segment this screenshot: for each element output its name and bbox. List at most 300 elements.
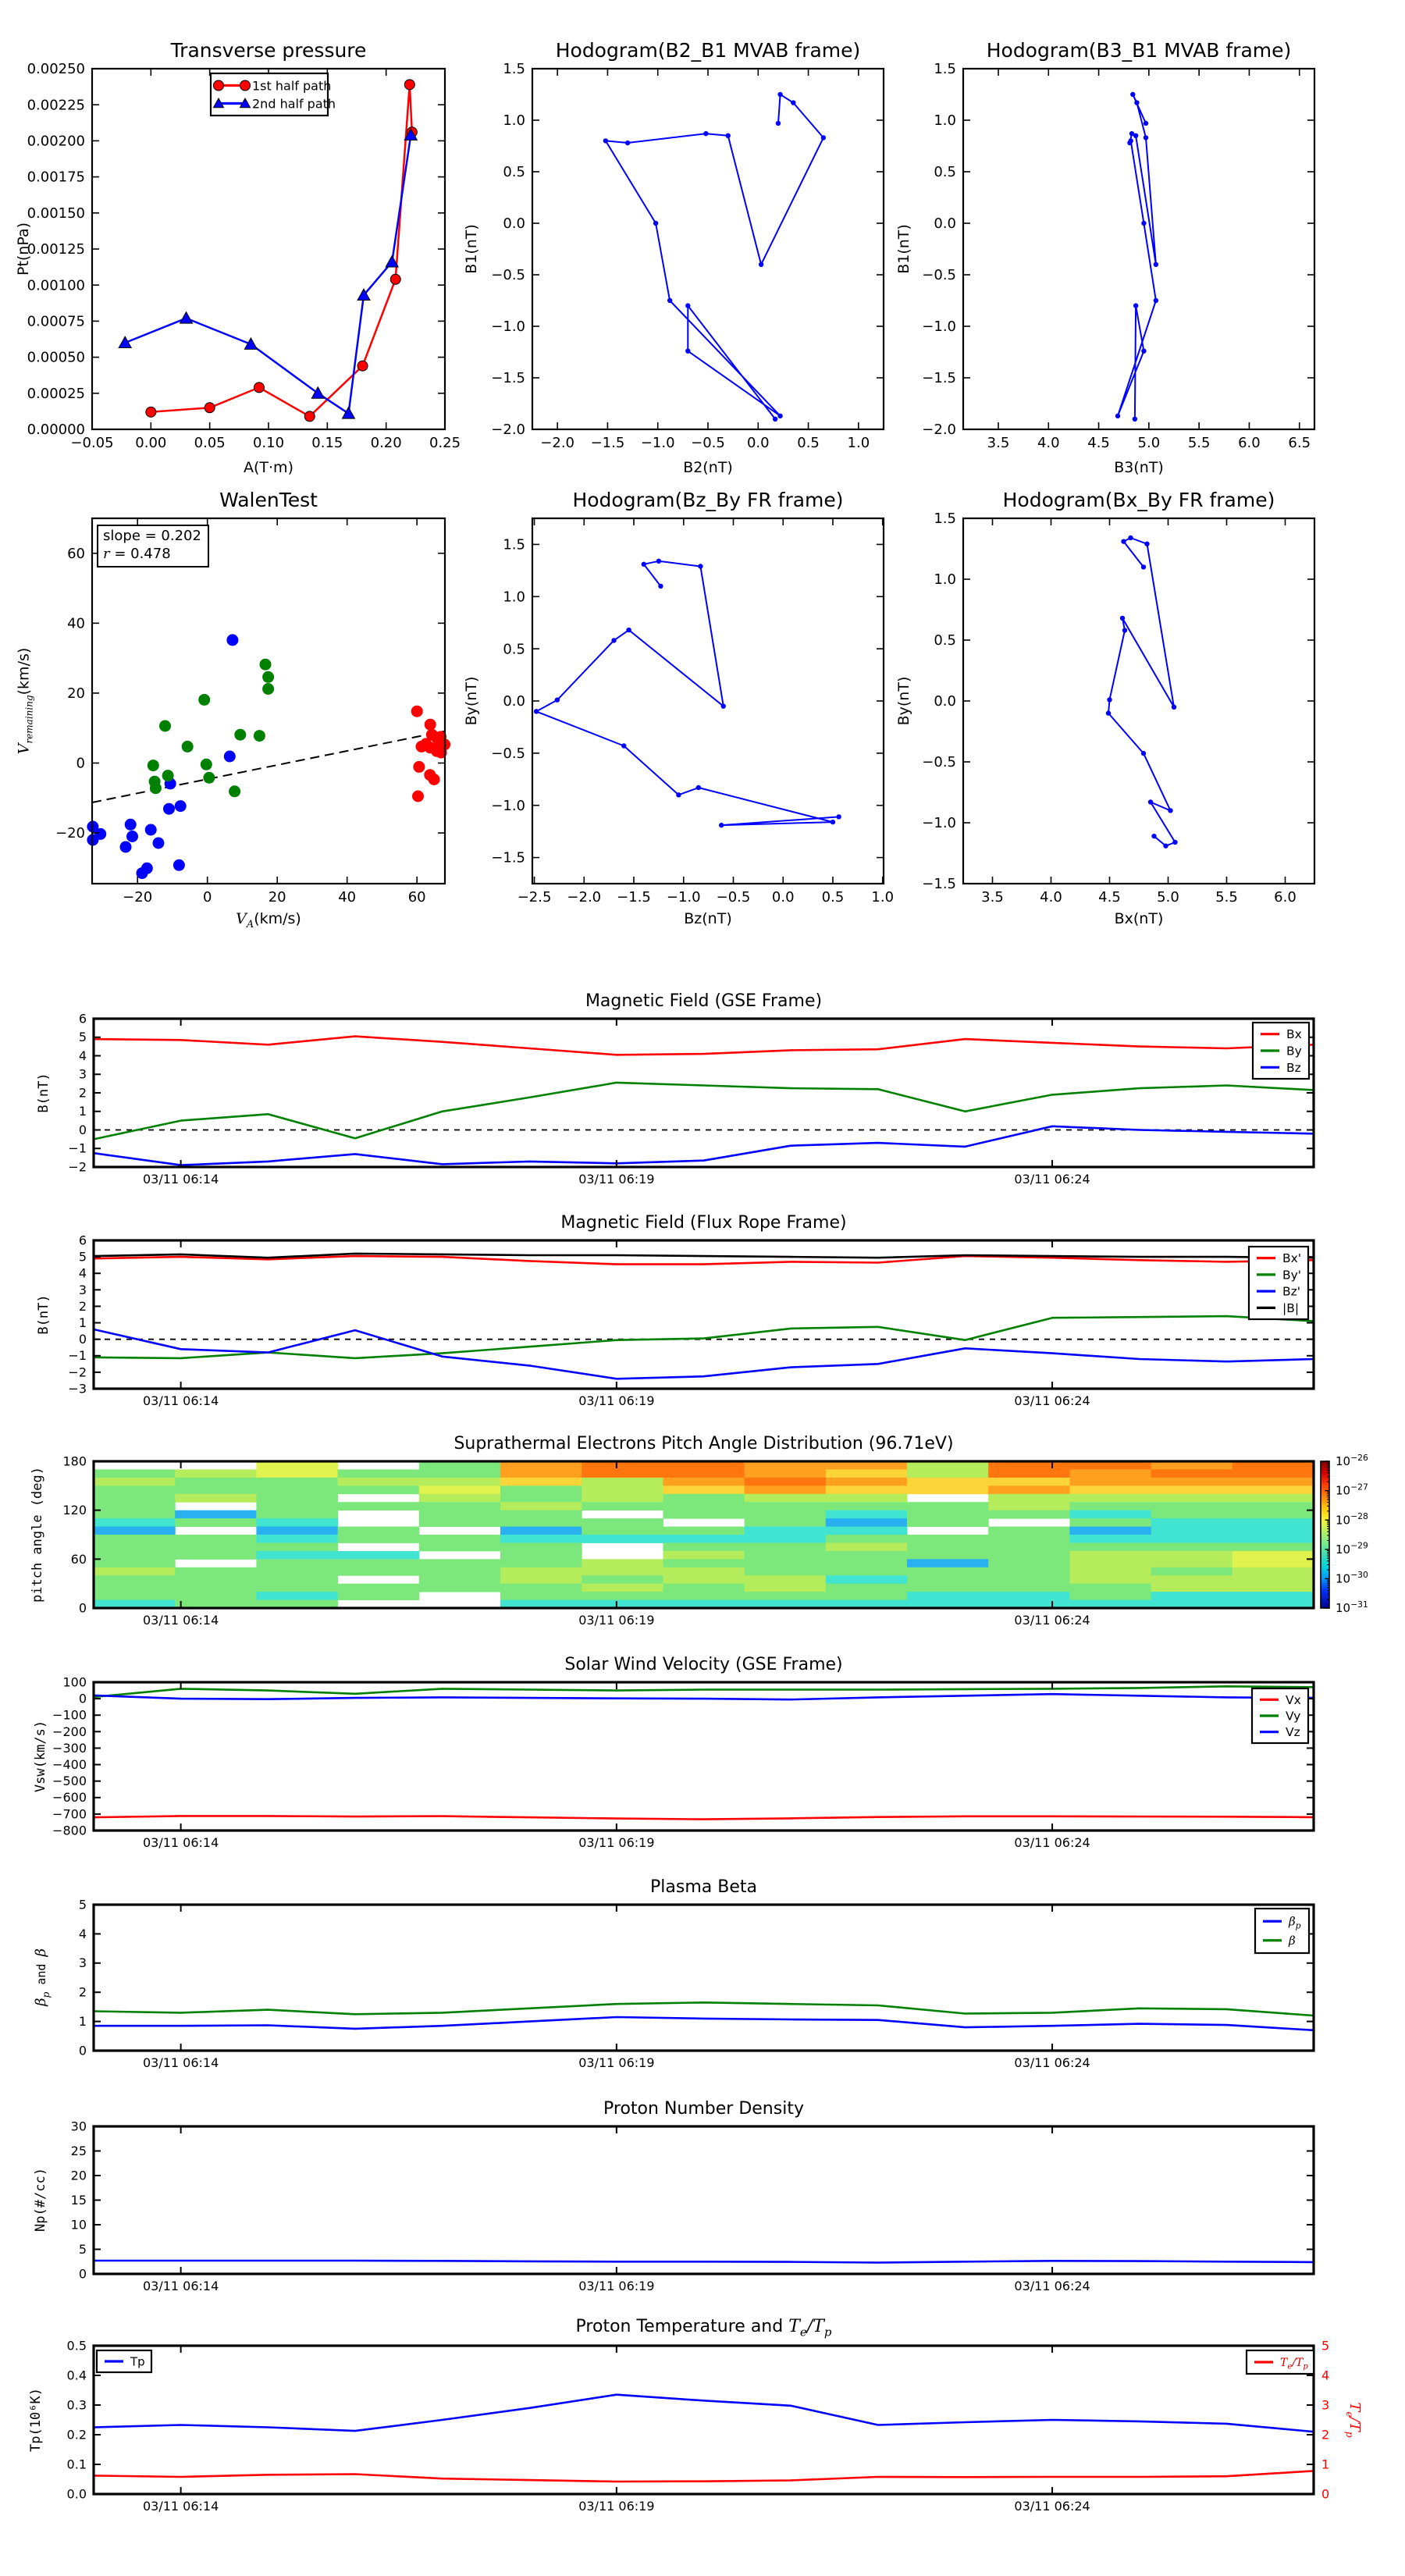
ylabel-mag-fr: B(nT) <box>36 1294 52 1335</box>
heat-cell <box>256 1478 338 1486</box>
heat-cell <box>500 1485 582 1494</box>
heat-cell <box>256 1485 338 1494</box>
colorbar-label: $10^{-27}$ <box>1336 1482 1368 1498</box>
y-tick-label: −1.5 <box>922 370 956 387</box>
heat-cell <box>826 1469 908 1478</box>
heat-cell <box>94 1494 176 1503</box>
y-tick-label: 6 <box>78 1233 87 1248</box>
dot-marker <box>653 221 658 226</box>
y-tick-label: 5 <box>78 1030 87 1045</box>
scatter-point <box>425 719 436 731</box>
heat-cell <box>256 1461 338 1470</box>
y-tick-label: −100 <box>52 1707 87 1723</box>
dot-marker <box>1115 414 1120 418</box>
heat-cell <box>338 1559 420 1567</box>
pitch-angle-plot <box>62 1453 1368 1628</box>
x-tick-label: 0.10 <box>252 434 285 451</box>
heat-cell <box>826 1575 908 1584</box>
heat-cell <box>1151 1494 1233 1503</box>
axes-frame <box>94 1019 1314 1167</box>
x-tick-label: 03/11 06:14 <box>142 2279 219 2294</box>
scatter-point <box>429 774 440 785</box>
y-tick-label: 6 <box>78 1011 87 1026</box>
heat-cell <box>338 1567 420 1576</box>
heat-cell <box>907 1551 989 1560</box>
y-tick-label: −0.5 <box>491 267 525 284</box>
dot-marker <box>626 628 631 632</box>
heat-cell <box>175 1551 257 1560</box>
dot-marker <box>1172 840 1177 845</box>
heatmap-cells <box>94 1461 1314 1609</box>
heat-cell <box>500 1559 582 1567</box>
title-walen-test: WalenTest <box>219 489 318 511</box>
scatter-point <box>125 819 137 831</box>
y-tick-label-right: 3 <box>1321 2397 1330 2413</box>
ylabel-transverse: Pt(nPa) <box>15 222 32 276</box>
y-tick-label: −1.5 <box>491 370 525 387</box>
heat-cell <box>94 1559 176 1567</box>
title-hodogram-bz-by: Hodogram(Bz_By FR frame) <box>572 489 844 511</box>
y-tick-label: 0.00000 <box>27 422 85 439</box>
B-mag-line <box>94 1254 1314 1258</box>
heat-cell <box>1151 1542 1233 1551</box>
scatter-point <box>203 772 215 784</box>
heat-cell <box>256 1559 338 1567</box>
heat-cell <box>500 1494 582 1503</box>
y-tick-label: 3 <box>78 1066 87 1082</box>
heat-cell <box>500 1469 582 1478</box>
y-tick-label: 0.5 <box>503 641 525 658</box>
x-tick-label: −1.0 <box>640 434 675 451</box>
scatter-point <box>254 730 265 742</box>
scatter-point <box>262 683 274 695</box>
dot-marker <box>1122 628 1127 632</box>
heat-cell <box>988 1469 1070 1478</box>
x-tick-label: 03/11 06:19 <box>578 2055 655 2071</box>
heat-cell <box>338 1485 420 1494</box>
x-tick-label: 40 <box>338 888 357 906</box>
heat-cell <box>663 1461 745 1470</box>
ylabel-by-left: By(nT) <box>463 676 480 726</box>
legend-label: 1st half path <box>252 78 332 94</box>
x-tick-label: 0 <box>202 888 212 906</box>
y-tick-label: −1.0 <box>922 318 956 336</box>
bz-by-path-series <box>534 559 841 828</box>
x-tick-label: 4.5 <box>1098 888 1121 906</box>
By-line <box>94 1083 1314 1140</box>
x-tick-label: 03/11 06:24 <box>1014 1835 1090 1851</box>
heat-cell <box>94 1485 176 1494</box>
y-tick-label: 0.4 <box>66 2368 87 2383</box>
dot-marker <box>1151 834 1156 838</box>
heat-cell <box>419 1584 501 1592</box>
heat-cell <box>988 1559 1070 1567</box>
dot-marker <box>685 303 690 308</box>
triangle-marker <box>342 407 354 418</box>
heat-cell <box>907 1510 989 1519</box>
y-tick-label: 0 <box>78 2043 87 2058</box>
y-tick-label: 0.00125 <box>27 241 85 258</box>
y-tick-label-right: 1 <box>1321 2457 1330 2472</box>
x-tick-label: −20 <box>123 888 153 906</box>
x-tick-label: 60 <box>407 888 426 906</box>
scatter-point <box>145 824 157 836</box>
axes-frame <box>94 1682 1314 1831</box>
heat-cell <box>663 1584 745 1592</box>
title-proton-density: Proton Number Density <box>603 2099 804 2119</box>
dot-marker <box>1128 535 1133 540</box>
dot-marker <box>759 262 763 267</box>
x-tick-label: 0.0 <box>771 888 795 906</box>
dot-marker <box>1121 539 1126 543</box>
legend <box>97 2350 151 2372</box>
ylabel-walen: $V_{remaining}(km/s)$ <box>15 647 35 755</box>
heat-cell <box>907 1535 989 1543</box>
x-tick-label: 03/11 06:19 <box>578 1393 655 1409</box>
x-tick-label: 03/11 06:24 <box>1014 1172 1090 1187</box>
heat-cell <box>663 1567 745 1576</box>
x-tick-label: 5.5 <box>1187 434 1211 451</box>
scatter-point <box>150 782 162 794</box>
heat-cell <box>663 1575 745 1584</box>
heat-cell <box>500 1478 582 1486</box>
x-tick-label: 0.5 <box>821 888 845 906</box>
heat-cell <box>1151 1478 1233 1486</box>
heat-cell <box>94 1518 176 1527</box>
heat-cell <box>256 1542 338 1551</box>
y-tick-label: 1.0 <box>503 112 525 130</box>
solar-wind-plot <box>52 1674 1314 1850</box>
heat-cell <box>419 1535 501 1543</box>
heat-cell <box>338 1478 420 1486</box>
dot-marker <box>836 814 841 819</box>
y-tick-label: 0.1 <box>66 2457 87 2472</box>
y-tick-label: −0.5 <box>922 754 956 771</box>
ylabel-mag-gse: B(nT) <box>36 1073 52 1113</box>
heat-cell <box>1151 1485 1233 1494</box>
x-tick-label: 6.0 <box>1238 434 1261 451</box>
heat-cell <box>663 1510 745 1519</box>
heat-cell <box>826 1551 908 1560</box>
colorbar-label: $10^{-30}$ <box>1336 1570 1368 1586</box>
heat-cell <box>338 1502 420 1510</box>
dot-marker <box>726 133 731 138</box>
dot-marker <box>611 638 616 642</box>
heat-cell <box>1232 1542 1314 1551</box>
transverse-pressure-plot <box>27 61 461 451</box>
heat-cell <box>745 1542 827 1551</box>
x-tick-label: 03/11 06:14 <box>142 2055 219 2071</box>
y-tick-label: −2.0 <box>922 422 956 439</box>
y-tick-label: 1.5 <box>934 61 956 78</box>
y-tick-label: 0 <box>78 1332 87 1347</box>
y-tick-label: 0 <box>78 1600 87 1616</box>
scatter-point <box>201 759 212 770</box>
y-tick-label: 30 <box>70 2119 87 2134</box>
y-tick-label: −1.0 <box>491 318 525 336</box>
heat-cell <box>94 1551 176 1560</box>
xlabel-transverse: A(T·m) <box>244 459 293 476</box>
x-tick-label: 0.25 <box>429 434 461 451</box>
x-tick-label: 3.5 <box>987 434 1010 451</box>
heat-cell <box>745 1575 827 1584</box>
heat-cell <box>94 1584 176 1592</box>
dot-marker <box>776 121 781 126</box>
x-tick-label: −0.05 <box>70 434 114 451</box>
y-tick-label: −0.5 <box>491 745 525 762</box>
heat-cell <box>175 1567 257 1576</box>
heat-cell <box>175 1469 257 1478</box>
heat-cell <box>500 1592 582 1600</box>
dot-marker <box>1120 616 1125 621</box>
circle-marker <box>205 403 215 413</box>
heat-cell <box>907 1584 989 1592</box>
dot-marker <box>1106 710 1111 715</box>
y-tick-label: 0.00025 <box>27 385 85 402</box>
heat-cell <box>1151 1559 1233 1567</box>
y-tick-label: 4 <box>78 1048 87 1063</box>
y-tick-label: 20 <box>70 2168 87 2183</box>
y-tick-label: 0.00100 <box>27 277 85 294</box>
x-tick-label: −2.0 <box>567 888 602 906</box>
y-tick-label: 60 <box>70 1551 87 1567</box>
x-tick-label: 03/11 06:14 <box>142 1835 219 1851</box>
dot-marker <box>821 135 826 140</box>
y-tick-label: 0.0 <box>503 215 525 233</box>
legend-label: $T_e/T_p$ <box>1280 2357 1308 2371</box>
heat-cell <box>94 1575 176 1584</box>
y-tick-label: −500 <box>52 1774 87 1789</box>
heat-cell <box>907 1518 989 1527</box>
circle-marker <box>404 80 414 90</box>
axes-frame <box>532 69 884 429</box>
circle-marker <box>240 80 251 91</box>
heat-cell <box>988 1478 1070 1486</box>
circle-marker <box>390 274 400 284</box>
dot-marker <box>773 417 777 422</box>
y-tick-label: 0.5 <box>503 164 525 181</box>
dot-marker <box>685 348 690 353</box>
y-tick-label: 1 <box>78 1104 87 1119</box>
dot-marker <box>703 131 708 136</box>
y-tick-label: 1.5 <box>503 536 525 553</box>
y-tick-label: 2 <box>78 1984 87 2000</box>
circle-marker <box>146 407 156 417</box>
heat-cell <box>175 1510 257 1519</box>
ylabel-b1-right: B1(nT) <box>895 224 912 274</box>
scatter-point <box>182 741 194 753</box>
scatter-point <box>148 760 159 771</box>
x-tick-label: 0.00 <box>135 434 167 451</box>
legend <box>1247 2350 1314 2374</box>
heat-cell <box>745 1535 827 1543</box>
x-tick-label: 0.15 <box>311 434 343 451</box>
x-tick-label: 5.0 <box>1137 434 1161 451</box>
y-tick-label: 2 <box>78 1298 87 1314</box>
heat-cell <box>338 1584 420 1592</box>
proton-density-plot <box>71 2119 1314 2293</box>
beta-p-line <box>94 2017 1314 2030</box>
x-tick-label: 0.5 <box>797 434 820 451</box>
scatter-point <box>413 761 425 773</box>
y-tick-label: 1.5 <box>934 511 956 528</box>
dot-marker <box>676 792 681 797</box>
heat-cell <box>338 1551 420 1560</box>
first-interval-points-series <box>87 634 238 879</box>
heat-cell <box>988 1551 1070 1560</box>
heat-cell <box>338 1592 420 1600</box>
heat-cell <box>826 1485 908 1494</box>
dot-marker <box>719 823 724 827</box>
scatter-point <box>224 751 236 763</box>
dot-marker <box>625 141 630 145</box>
dot-marker <box>1141 348 1146 353</box>
heat-cell <box>419 1559 501 1567</box>
heat-cell <box>826 1478 908 1486</box>
legend-label: Tp <box>130 2354 145 2369</box>
heat-cell <box>582 1518 663 1527</box>
title-solar-wind: Solar Wind Velocity (GSE Frame) <box>564 1655 843 1674</box>
y-tick-label: 4 <box>78 1265 87 1281</box>
y-tick-label: 0 <box>78 2266 87 2282</box>
2nd-half-path-series <box>119 129 417 418</box>
legend <box>1249 1247 1308 1319</box>
title-hodogram-bx-by: Hodogram(Bx_By FR frame) <box>1002 489 1275 511</box>
heat-cell <box>419 1575 501 1584</box>
title-pitch-angle: Suprathermal Electrons Pitch Angle Distribution (96.71eV) <box>454 1434 954 1453</box>
heat-cell <box>419 1469 501 1478</box>
heat-cell <box>500 1542 582 1551</box>
heat-cell <box>500 1551 582 1560</box>
heat-cell <box>94 1478 176 1486</box>
heat-cell <box>256 1592 338 1600</box>
ylabel-proton-temp-left: Tp(10⁶K) <box>28 2388 44 2452</box>
heat-cell <box>988 1502 1070 1510</box>
legend <box>1252 1688 1308 1743</box>
dot-marker <box>1163 843 1168 848</box>
heat-cell <box>256 1502 338 1510</box>
heat-cell <box>663 1502 745 1510</box>
heat-cell <box>338 1469 420 1478</box>
heat-cell <box>988 1542 1070 1551</box>
dot-marker <box>656 559 661 564</box>
hodogram-bz-by-plot <box>491 518 894 906</box>
x-tick-label: −0.5 <box>716 888 751 906</box>
heat-cell <box>1151 1502 1233 1510</box>
dot-marker <box>1129 131 1134 136</box>
dot-marker <box>1154 262 1158 267</box>
x-tick-label: 03/11 06:14 <box>142 2499 219 2514</box>
colorbar-label: $10^{-28}$ <box>1336 1511 1368 1528</box>
triangle-marker <box>180 312 193 323</box>
Bz-line <box>94 1126 1314 1165</box>
heat-cell <box>175 1494 257 1503</box>
axes-frame <box>94 1905 1314 2051</box>
heat-cell <box>1151 1575 1233 1584</box>
x-tick-label: 03/11 06:19 <box>578 2279 655 2294</box>
heat-cell <box>1232 1461 1314 1470</box>
x-tick-label: 5.5 <box>1215 888 1238 906</box>
x-tick-label: 03/11 06:24 <box>1014 2279 1090 2294</box>
heat-cell <box>988 1510 1070 1519</box>
heat-cell <box>988 1461 1070 1470</box>
heat-cell <box>988 1592 1070 1600</box>
heat-cell <box>1151 1469 1233 1478</box>
Bx-series <box>94 1037 1314 1055</box>
dot-marker <box>1154 298 1158 303</box>
y-tick-label-right: 5 <box>1321 2338 1330 2354</box>
hodogram-bx-by-plot <box>922 511 1314 906</box>
heat-cell <box>582 1567 663 1576</box>
b3-b1-path-line <box>1118 94 1156 419</box>
heat-cell <box>907 1592 989 1600</box>
axes-frame <box>963 69 1314 429</box>
heat-cell <box>907 1502 989 1510</box>
colorbar-label: $10^{-31}$ <box>1336 1599 1368 1616</box>
scatter-point <box>162 770 174 781</box>
walen-fit-annotation <box>97 525 209 568</box>
dot-marker <box>603 138 608 143</box>
y-tick-label: −3 <box>68 1381 87 1397</box>
heat-cell <box>826 1542 908 1551</box>
Vx-series <box>94 1816 1314 1819</box>
beta-p-series <box>94 2017 1314 2030</box>
heat-cell <box>256 1518 338 1527</box>
hodogram-b3-b1-plot <box>922 61 1314 451</box>
y-tick-label-right: 0 <box>1321 2486 1330 2502</box>
heat-cell <box>256 1535 338 1543</box>
x-tick-label: 4.0 <box>1040 888 1062 906</box>
heat-cell <box>500 1575 582 1584</box>
heat-cell <box>582 1485 663 1494</box>
y-tick-label: 2 <box>78 1085 87 1101</box>
y-tick-label: 1.0 <box>934 112 956 130</box>
y-tick-label: 1.0 <box>934 571 956 589</box>
Bz-series <box>94 1126 1314 1165</box>
dot-marker <box>621 743 626 748</box>
heat-cell <box>1069 1575 1151 1584</box>
y-tick-label: −1.0 <box>922 815 956 832</box>
heat-cell <box>745 1584 827 1592</box>
heat-cell <box>419 1478 501 1486</box>
scatter-point <box>226 634 238 646</box>
y-tick-label: 25 <box>70 2143 87 2158</box>
scatter-point <box>153 838 165 849</box>
xlabel-b2: B2(nT) <box>683 459 733 476</box>
dot-marker <box>1133 417 1137 422</box>
heat-cell <box>1232 1485 1314 1494</box>
colorbar-label: $10^{-29}$ <box>1336 1540 1368 1557</box>
heat-cell <box>175 1584 257 1592</box>
heat-cell <box>745 1469 827 1478</box>
heat-cell <box>419 1518 501 1527</box>
walen-slope-text: slope = 0.202 <box>103 528 201 544</box>
Te-over-Tp-series <box>94 2471 1314 2482</box>
heat-cell <box>419 1502 501 1510</box>
heat-cell <box>745 1527 827 1535</box>
y-tick-label: −0.5 <box>922 267 956 284</box>
heat-cell <box>745 1478 827 1486</box>
heat-cell <box>745 1567 827 1576</box>
heat-cell <box>582 1502 663 1510</box>
x-tick-label: −1.5 <box>617 888 651 906</box>
legend-label: Bz <box>1286 1060 1301 1075</box>
dot-marker <box>1144 121 1148 126</box>
scatter-point <box>173 859 185 871</box>
y-tick-label: −400 <box>52 1756 87 1772</box>
y-tick-label: 0.00200 <box>27 133 85 150</box>
b2-b1-path-series <box>603 92 826 422</box>
